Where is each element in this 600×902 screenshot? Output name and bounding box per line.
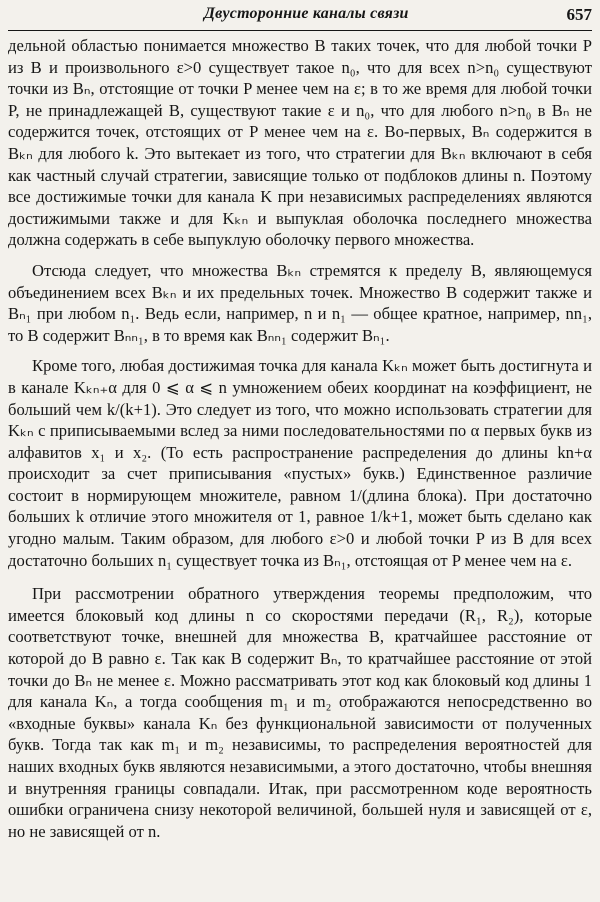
- running-title: Двусторонние каналы связи: [204, 5, 409, 22]
- body-text: [8, 35, 592, 842]
- running-header: [8, 0, 592, 31]
- paragraph-3: Кроме того, любая достижимая точка для канала Kₖₙ может быть достигнута и в канале Kₖₙ₊α для 0 ⩽ α ⩽ n умножением обеих координат на коэффициент, не больший чем k/(k+1). Это следует из того, что можно использовать стратегии для Kₖₙ с приписываемыми вслед за ними последовательностями по α первых букв из алфавитов x₁ и x₂. (То есть распространение распределения до длины kn+α происходит за счет приписывания «пустых» букв.) Единственное различие состоит в нормирующем множителе, равном 1/(длина блока). При достаточно больших k отличие этого множителя от 1, равное 1/k+1, может быть сделано как угодно малым. Таким образом, для любого ε>0 и любой точки P из B для всех достаточно больших n₁ существует точка из Bₙ₁, отстоящая от P менее чем на ε.: [8, 356, 592, 570]
- paragraph-4: При рассмотрении обратного утверждения теоремы предположим, что имеется блоковый код длины n со скоростями передачи (R₁, R₂), которые соответствуют точке, внешней для множества B, кратчайшее расстояние от которой до B равно ε. Так как B содержит Bₙ, то кратчайшее расстояние от этой точки до Bₙ не менее ε. Можно рассматривать этот код как блоковый код длины 1 для канала Kₙ, а тогда сообщения m₁ и m₂ отображаются непосредственно во «входные буквы» канала Kₙ без функциональной зависимости от полученных букв. Тогда так как m₁ и m₂ независимы, то распределения вероятностей для наших входных букв являются независимыми, а этого достаточно, чтобы внешняя и внутренняя границы совпадали. Итак, при рассмотренном коде вероятность ошибки ограничена снизу некоторой величиной, большей нуля и зависящей от ε, но не зависящей от n.: [8, 584, 592, 841]
- page-number: 657: [566, 5, 592, 24]
- paragraph-2: Отсюда следует, что множества Bₖₙ стремятся к пределу B, являющемуся объединением всех Bₖₙ и их предельных точек. Множество B содержит также и Bₙ₁ при любом n₁. Ведь если, например, n и n₁ — общее кратное, например, nn₁, то B содержит Bₙₙ₁, в то время как Bₙₙ₁ содержит Bₙ₁.: [8, 260, 592, 345]
- paragraph-1: дельной областью понимается множество B таких точек, что для любой точки P из B и произвольного ε>0 существует такое n₀, что для всех n>n₀ существуют точки из Bₙ, отстоящие от точки P менее чем на ε; в то же время для любой точки P, не принадлежащей B, существуют такие ε и n₀, что для любого n>n₀ в Bₙ не содержится точек, отстоящих от P менее чем на ε. Во-первых, Bₙ содержится в Bₖₙ для любого k. Это вытекает из того, что стратегии для Bₖₙ включают в себя как частный случай стратегии, зависящие только от подблоков длины n. Поэтому все достижимые точки для канала K при независимых распределениях являются достижимыми также и для Kₖₙ и выпуклая оболочка последнего множества должна содержать в себе выпуклую оболочку первого множества.: [8, 36, 592, 250]
